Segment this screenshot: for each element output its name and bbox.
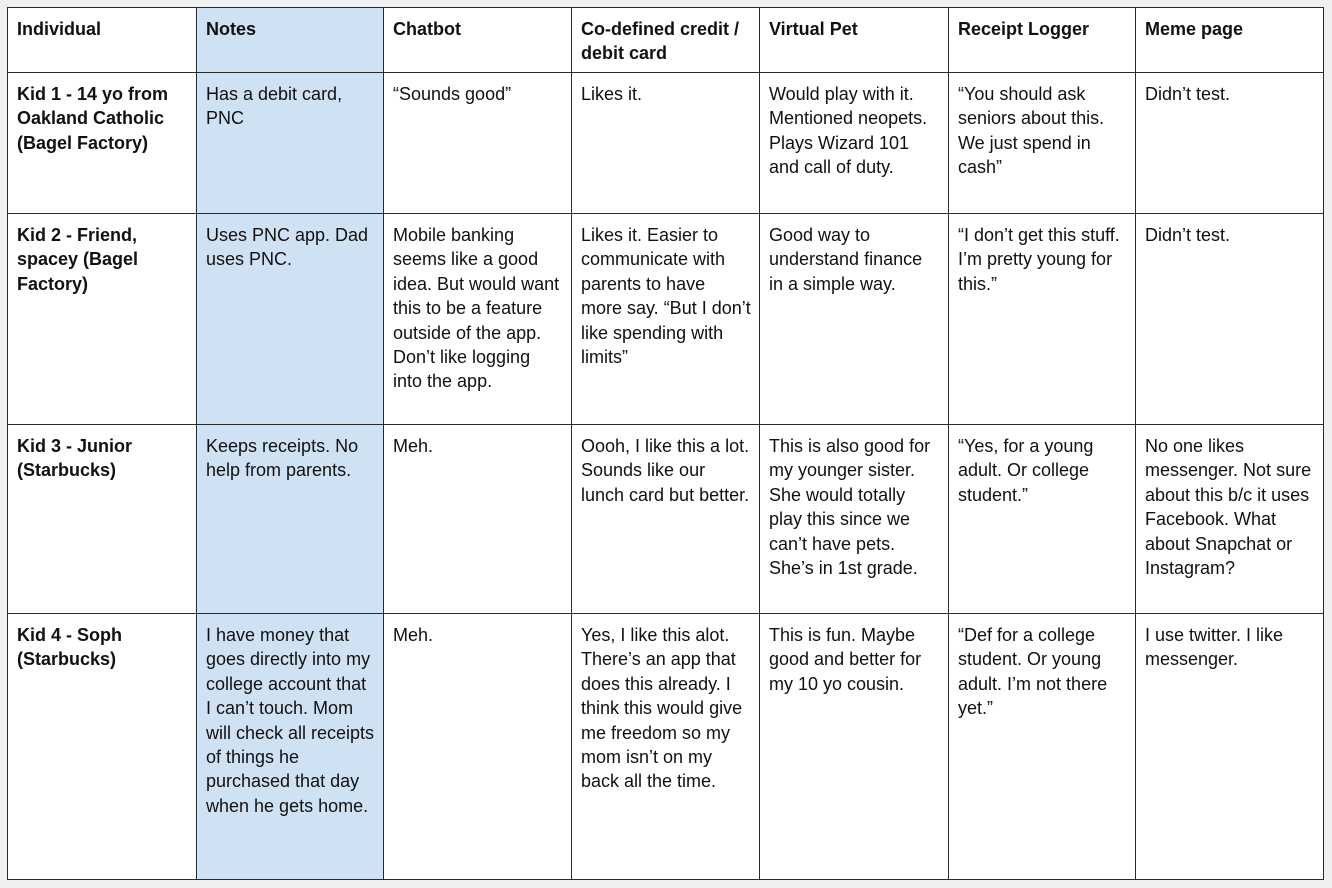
cell-meme-page: Didn’t test. [1136, 73, 1324, 214]
cell-receipt-logger: “You should ask seniors about this. We just spend in cash” [949, 73, 1136, 214]
cell-meme-page: No one likes messenger. Not sure about this b/c it uses Facebook. What about Snapchat or Instagram? [1136, 425, 1324, 614]
cell-receipt-logger: “Def for a college student. Or young adult. I’m not there yet.” [949, 614, 1136, 880]
cell-card: Likes it. Easier to communicate with parents to have more say. “But I don’t like spending with limits” [572, 214, 760, 425]
cell-receipt-logger: “Yes, for a young adult. Or college student.” [949, 425, 1136, 614]
header-chatbot: Chatbot [384, 8, 572, 73]
cell-individual: Kid 2 - Friend, spacey (Bagel Factory) [8, 214, 197, 425]
cell-individual: Kid 3 - Junior (Starbucks) [8, 425, 197, 614]
cell-chatbot: Meh. [384, 614, 572, 880]
cell-notes: Uses PNC app. Dad uses PNC. [197, 214, 384, 425]
cell-notes: I have money that goes directly into my college account that I can’t touch. Mom will check all receipts of things he purchased that day when he gets home. [197, 614, 384, 880]
cell-meme-page: I use twitter. I like messenger. [1136, 614, 1324, 880]
header-receipt-logger: Receipt Logger [949, 8, 1136, 73]
header-row [8, 8, 1324, 73]
cell-individual: Kid 1 - 14 yo from Oakland Catholic (Bagel Factory) [8, 73, 197, 214]
table-row [8, 614, 1324, 880]
cell-card: Oooh, I like this a lot. Sounds like our lunch card but better. [572, 425, 760, 614]
header-individual: Individual [8, 8, 197, 73]
cell-notes: Has a debit card, PNC [197, 73, 384, 214]
header-virtual-pet: Virtual Pet [760, 8, 949, 73]
cell-receipt-logger: “I don’t get this stuff. I’m pretty young for this.” [949, 214, 1136, 425]
cell-virtual-pet: Good way to understand finance in a simple way. [760, 214, 949, 425]
header-notes: Notes [197, 8, 384, 73]
table-row [8, 214, 1324, 425]
table-row [8, 425, 1324, 614]
cell-individual: Kid 4 - Soph (Starbucks) [8, 614, 197, 880]
cell-meme-page: Didn’t test. [1136, 214, 1324, 425]
cell-chatbot: Meh. [384, 425, 572, 614]
cell-virtual-pet: Would play with it. Mentioned neopets. Plays Wizard 101 and call of duty. [760, 73, 949, 214]
header-card: Co-defined credit / debit card [572, 8, 760, 73]
cell-card: Likes it. [572, 73, 760, 214]
cell-virtual-pet: This is also good for my younger sister. She would totally play this since we can’t have pets. She’s in 1st grade. [760, 425, 949, 614]
interview-table [7, 7, 1324, 880]
cell-card: Yes, I like this alot. There’s an app that does this already. I think this would give me freedom so my mom isn’t on my back all the time. [572, 614, 760, 880]
cell-chatbot: “Sounds good” [384, 73, 572, 214]
header-meme-page: Meme page [1136, 8, 1324, 73]
cell-notes: Keeps receipts. No help from parents. [197, 425, 384, 614]
cell-chatbot: Mobile banking seems like a good idea. But would want this to be a feature outside of the app. Don’t like logging into the app. [384, 214, 572, 425]
cell-virtual-pet: This is fun. Maybe good and better for my 10 yo cousin. [760, 614, 949, 880]
table-row [8, 73, 1324, 214]
